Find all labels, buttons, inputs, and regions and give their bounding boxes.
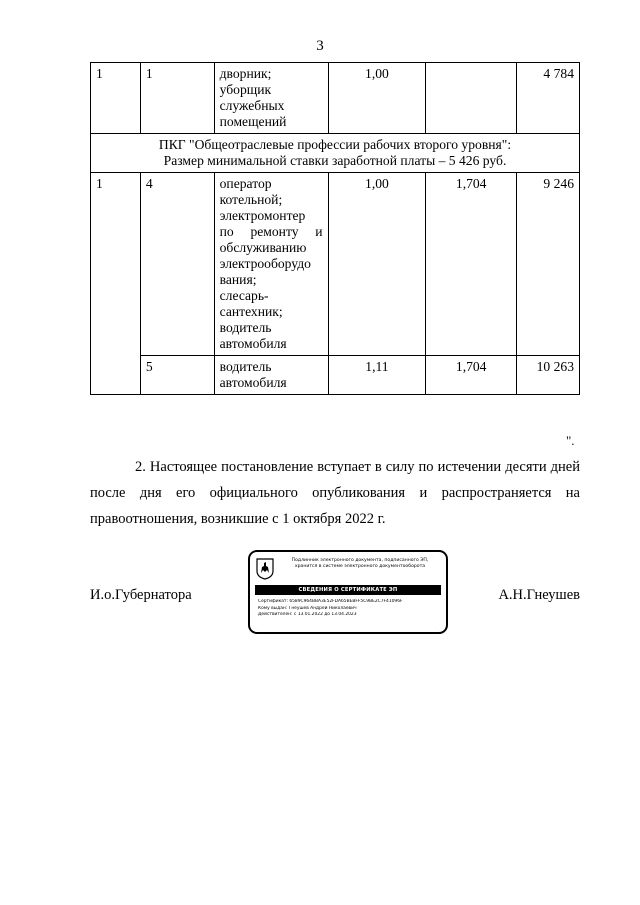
job-line: по ремонту и (219, 224, 323, 239)
page-number: 3 (316, 38, 324, 54)
job-line: служебных (219, 98, 285, 113)
table-cell: 1,704 (426, 356, 517, 395)
job-line: слесарь- (219, 288, 269, 303)
job-line: автомобиля (219, 375, 287, 390)
table-cell: 1,11 (328, 356, 426, 395)
certificate-validity: Действителен: с 13.01.2022 до 13.04.2023 (258, 612, 357, 617)
table-row (91, 134, 580, 173)
table-row (91, 356, 580, 395)
table-row (91, 173, 580, 356)
job-titles-cell (214, 173, 328, 356)
job-line: уборщик (219, 82, 272, 97)
job-titles-cell (214, 63, 328, 134)
stamp-header (277, 558, 443, 570)
e-signature-stamp (248, 550, 448, 634)
stamp-header-line: Подлинник электронного документа, подписанного ЭП, (291, 558, 429, 563)
job-line: вания; (219, 272, 257, 287)
certificate-number: Сертификат: 6589C964BBA3E52FDA65BEBFF5C9BE2C7F41096F (258, 599, 403, 604)
group-header-line: Размер минимальной ставки заработной платы – 5 426 руб. (163, 153, 507, 168)
signatory-title: И.о.Губернатора (90, 587, 192, 603)
signatory-name: А.Н.Гнеушев (498, 587, 580, 603)
closing-quote: ". (566, 433, 575, 448)
job-line: дворник; (219, 66, 272, 81)
job-line: водитель (219, 320, 272, 335)
job-line: сантехник; (219, 304, 283, 319)
table-cell: 1 (91, 63, 141, 134)
table-cell: 9 246 (517, 173, 580, 356)
table-cell: 10 263 (517, 356, 580, 395)
table-row (91, 63, 580, 134)
job-line: оператор (219, 176, 272, 191)
job-line: водитель (219, 359, 272, 374)
stamp-header-line: хранится в системе электронного документооборота (294, 564, 426, 569)
salary-table (90, 62, 580, 395)
table-cell: 4 784 (517, 63, 580, 134)
table-cell: 4 (140, 173, 214, 356)
job-line: электромонтер (219, 208, 306, 223)
table-cell: 1,00 (328, 63, 426, 134)
stamp-details (258, 599, 444, 619)
stamp-title-bar: СВЕДЕНИЯ О СЕРТИФИКАТЕ ЭП (255, 585, 441, 595)
table-cell: 5 (140, 356, 214, 395)
table-cell: 1 (91, 173, 141, 395)
job-line: котельной; (219, 192, 283, 207)
job-line: автомобиля (219, 336, 287, 351)
job-line: обслуживанию (219, 240, 307, 255)
job-line: помещений (219, 114, 287, 129)
group-header-line: ПКГ "Общеотраслевые профессии рабочих второго уровня": (158, 137, 512, 152)
job-line: электрооборудо (219, 256, 311, 271)
body-paragraph: 2. Настоящее постановление вступает в силу по истечении десяти дней после дня его официального опубликования и распространяется на правоотношения, возникшие с 1 октября 2022 г. (90, 459, 580, 527)
table-cell (426, 63, 517, 134)
table-cell: 1,704 (426, 173, 517, 356)
coat-of-arms-icon (256, 558, 274, 580)
group-header-cell (91, 134, 580, 173)
table-cell: 1,00 (328, 173, 426, 356)
table-cell: 1 (140, 63, 214, 134)
certificate-owner: Кому выдан: Гнеушев Андрей Николаевич (258, 605, 357, 611)
job-titles-cell (214, 356, 328, 395)
